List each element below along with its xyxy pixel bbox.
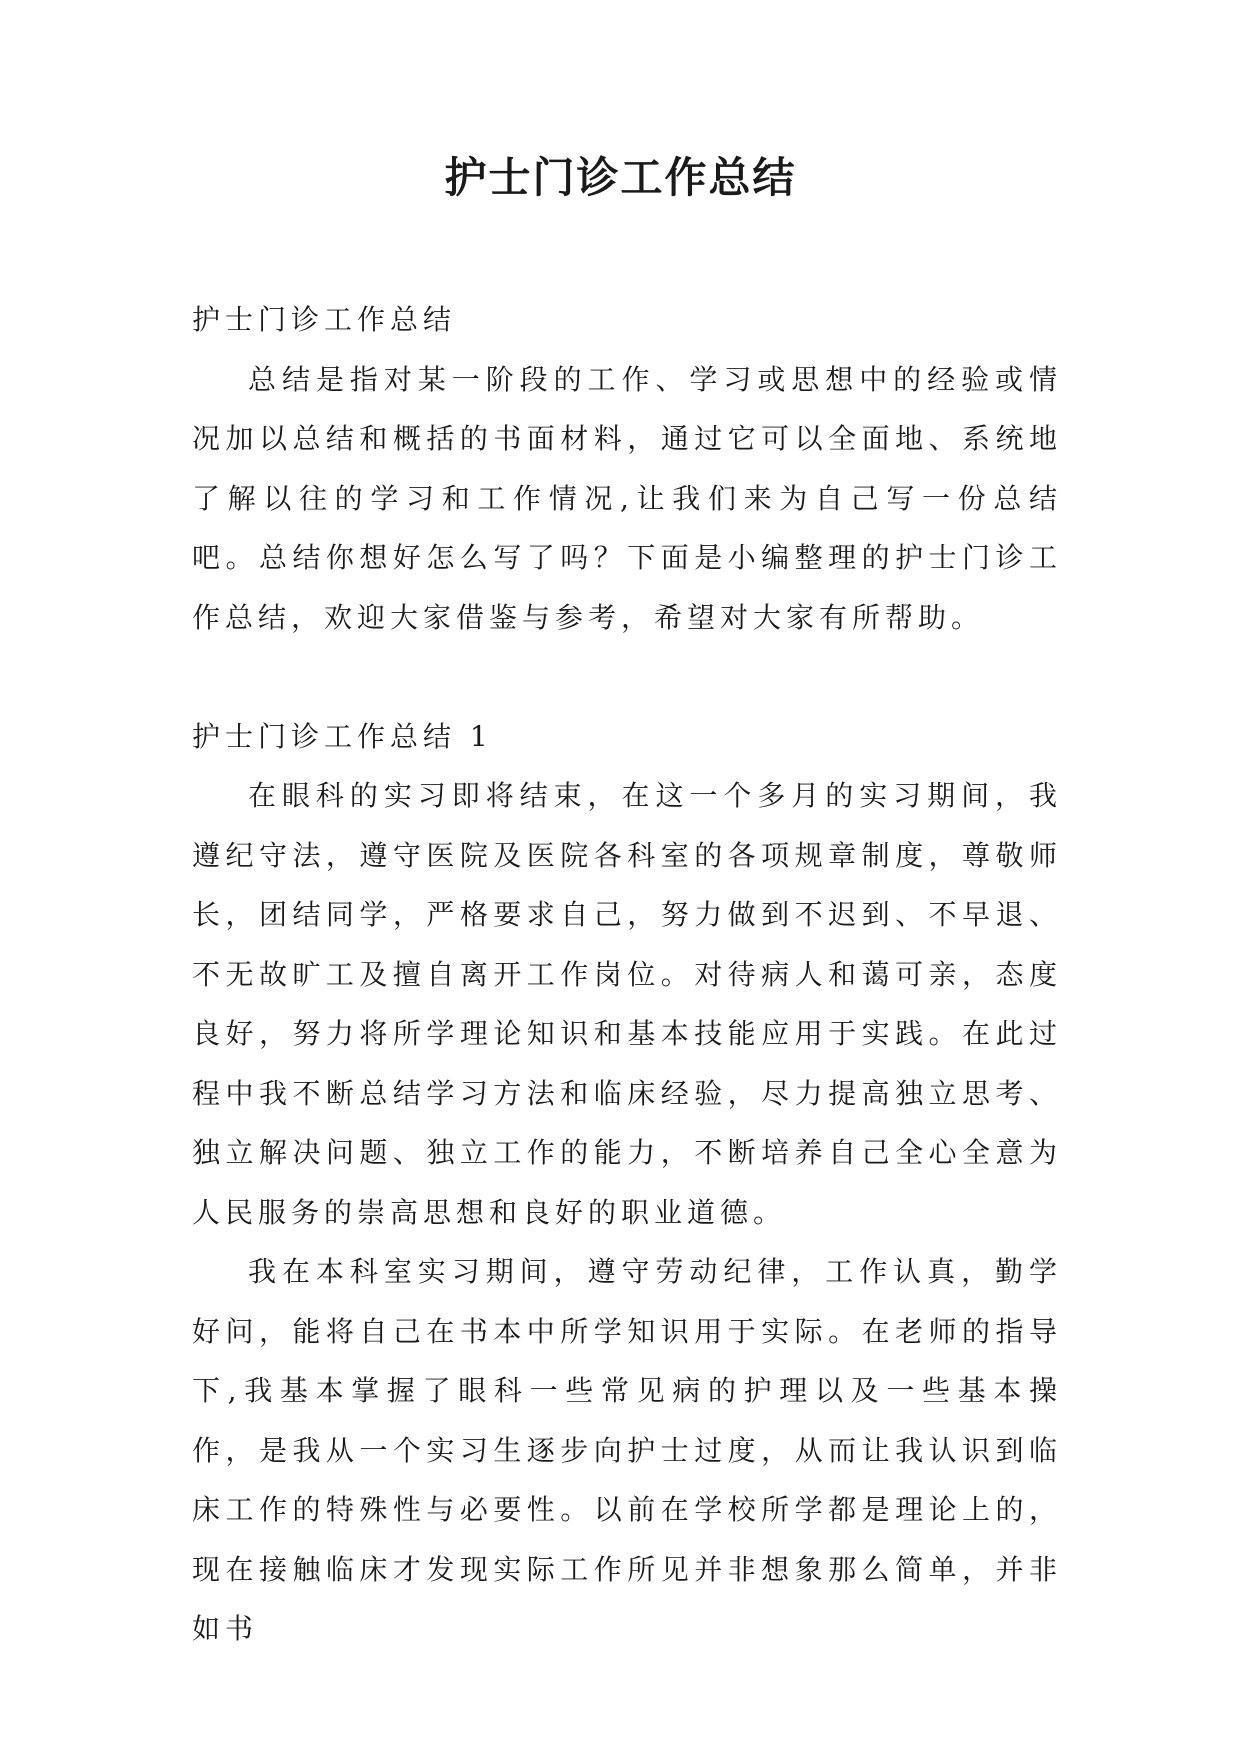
document-body: [192, 290, 1062, 1659]
paragraph: 我在本科室实习期间，遵守劳动纪律，工作认真，勤学好问，能将自己在书本中所学知识用于实际。在老师的指导下,我基本掌握了眼科一些常见病的护理以及一些基本操作，是我从一个实习生逐步向护士过度，从而让我认识到临床工作的特殊性与必要性。以前在学校所学都是理论上的，现在接触临床才发现实际工作所见并非想象那么简单，并非如书: [192, 1255, 1062, 1645]
document-title: 护士门诊工作总结: [444, 153, 797, 202]
section-spacer: [192, 647, 1062, 707]
section-intro: [192, 290, 1062, 647]
section-heading: 护士门诊工作总结 1: [192, 719, 493, 753]
paragraph: 总结是指对某一阶段的工作、学习或思想中的经验或情况加以总结和概括的书面材料，通过它可以全面地、系统地了解以往的学习和工作情况,让我们来为自己写一份总结吧。总结你想好怎么写了吗？下面是小编整理的护士门诊工作总结，欢迎大家借鉴与参考，希望对大家有所帮助。: [192, 362, 1062, 634]
section-heading: 护士门诊工作总结: [192, 303, 457, 336]
paragraph: 在眼科的实习即将结束，在这一个多月的实习期间，我遵纪守法，遵守医院及医院各科室的各项规章制度，尊敬师长，团结同学，严格要求自己，努力做到不迟到、不早退、不无故旷工及擅自离开工作岗位。对待病人和蔼可亲，态度良好，努力将所学理论知识和基本技能应用于实践。在此过程中我不断总结学习方法和临床经验，尽力提高独立思考、独立解决问题、独立工作的能力，不断培养自己全心全意为人民服务的崇高思想和良好的职业道德。: [192, 779, 1062, 1229]
section-summary-1: [192, 707, 1062, 1659]
